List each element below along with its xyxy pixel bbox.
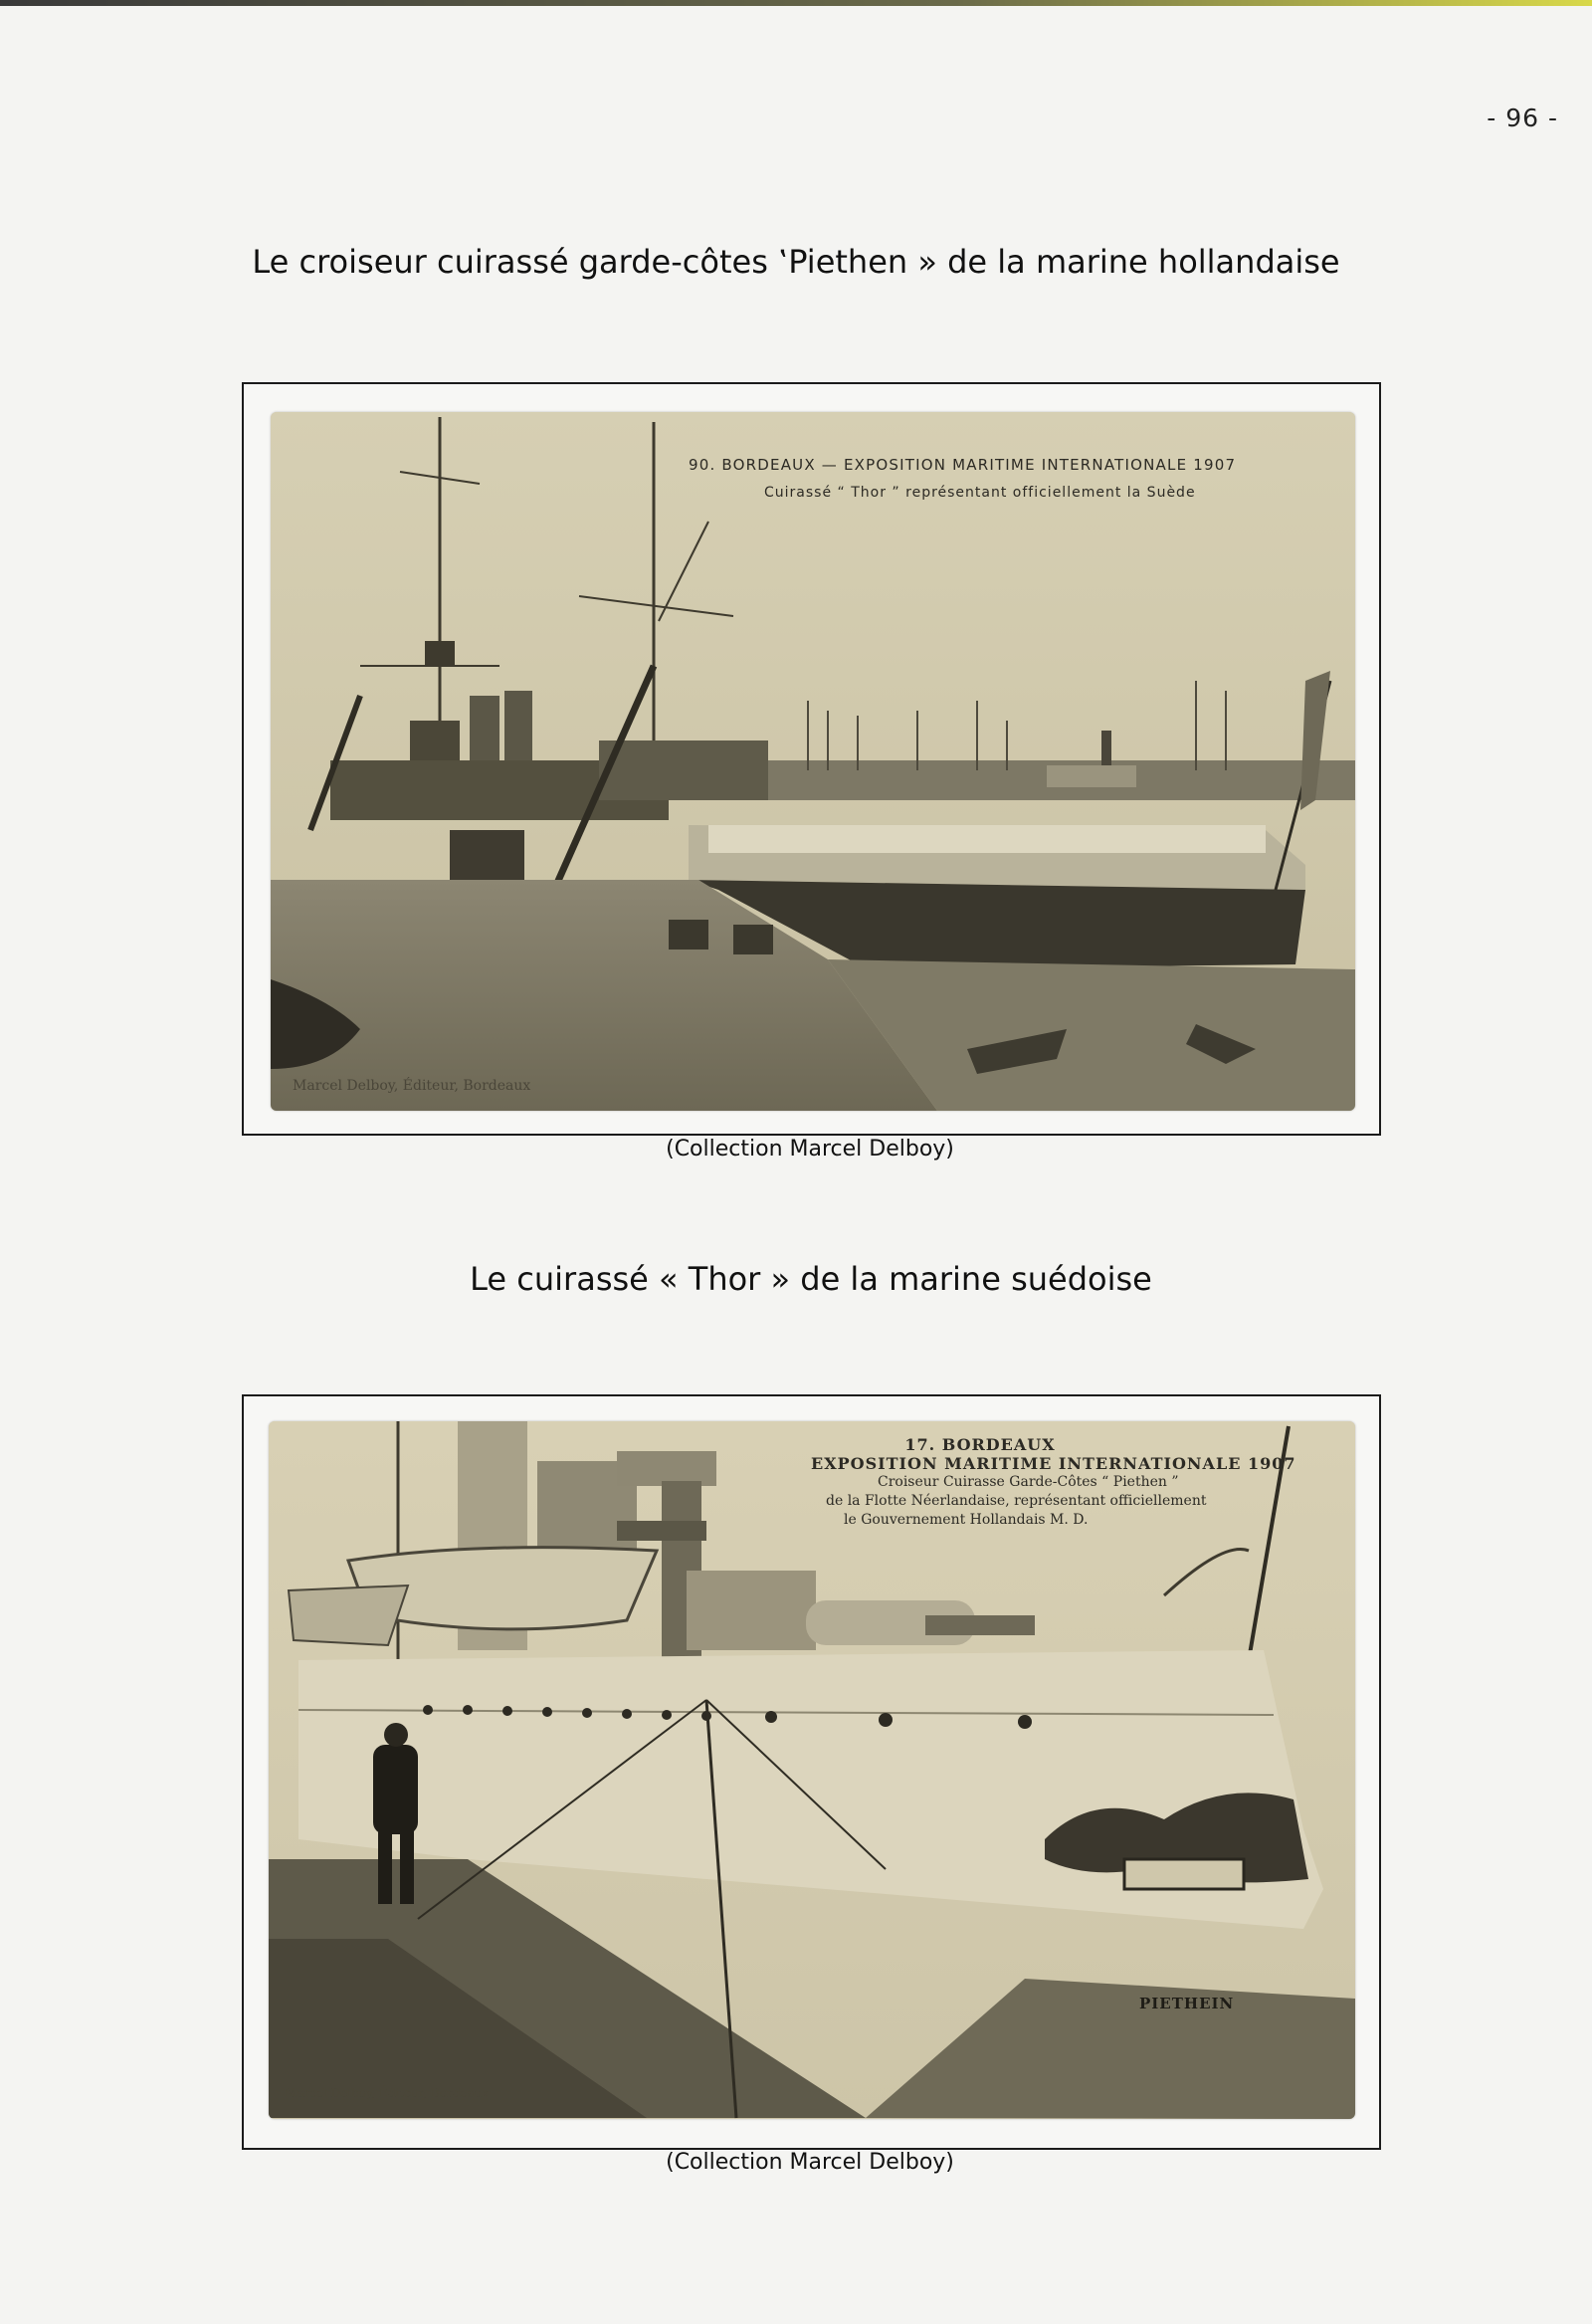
scan-edge <box>0 0 1592 6</box>
harbour-scene-illustration <box>271 412 1355 1111</box>
section-title: Le croiseur cuirassé garde-côtes ‛Piethen » de la marine hollandaise <box>252 243 1340 281</box>
photo-frame <box>242 1394 1381 2150</box>
postcard-publisher: Marcel Delboy, Éditeur, Bordeaux <box>285 2086 490 2100</box>
postcard-heading: 17. BORDEAUX <box>904 1435 1056 1454</box>
section-title: Le cuirassé « Thor » de la marine suédoise <box>470 1260 1152 1298</box>
postcard-heading-line2: EXPOSITION MARITIME INTERNATIONALE 1907 <box>811 1454 1296 1473</box>
postcard-description-line2: de la Flotte Néerlandaise, représentant officiellement <box>826 1493 1207 1509</box>
photo-frame <box>242 382 1381 1136</box>
ship-nameplate: PIETHEIN <box>1139 1995 1235 2012</box>
collection-credit: (Collection Marcel Delboy) <box>666 2150 954 2175</box>
postcard-subheading: Cuirassé “ Thor ” représentant officiellement la Suède <box>764 485 1196 501</box>
postcard-publisher: Marcel Delboy, Éditeur, Bordeaux <box>293 1078 531 1094</box>
postcard-heading: 90. BORDEAUX — EXPOSITION MARITIME INTERNATIONALE 1907 <box>689 456 1237 474</box>
collection-credit: (Collection Marcel Delboy) <box>666 1137 954 1162</box>
page-number: - 96 - <box>1487 104 1558 132</box>
postcard-description-line3: le Gouvernement Hollandais M. D. <box>844 1512 1089 1528</box>
postcard-image <box>271 412 1355 1111</box>
postcard-description-line1: Croiseur Cuirasse Garde-Côtes “ Piethen ” <box>878 1474 1179 1490</box>
postcard-image <box>269 1421 1355 2119</box>
